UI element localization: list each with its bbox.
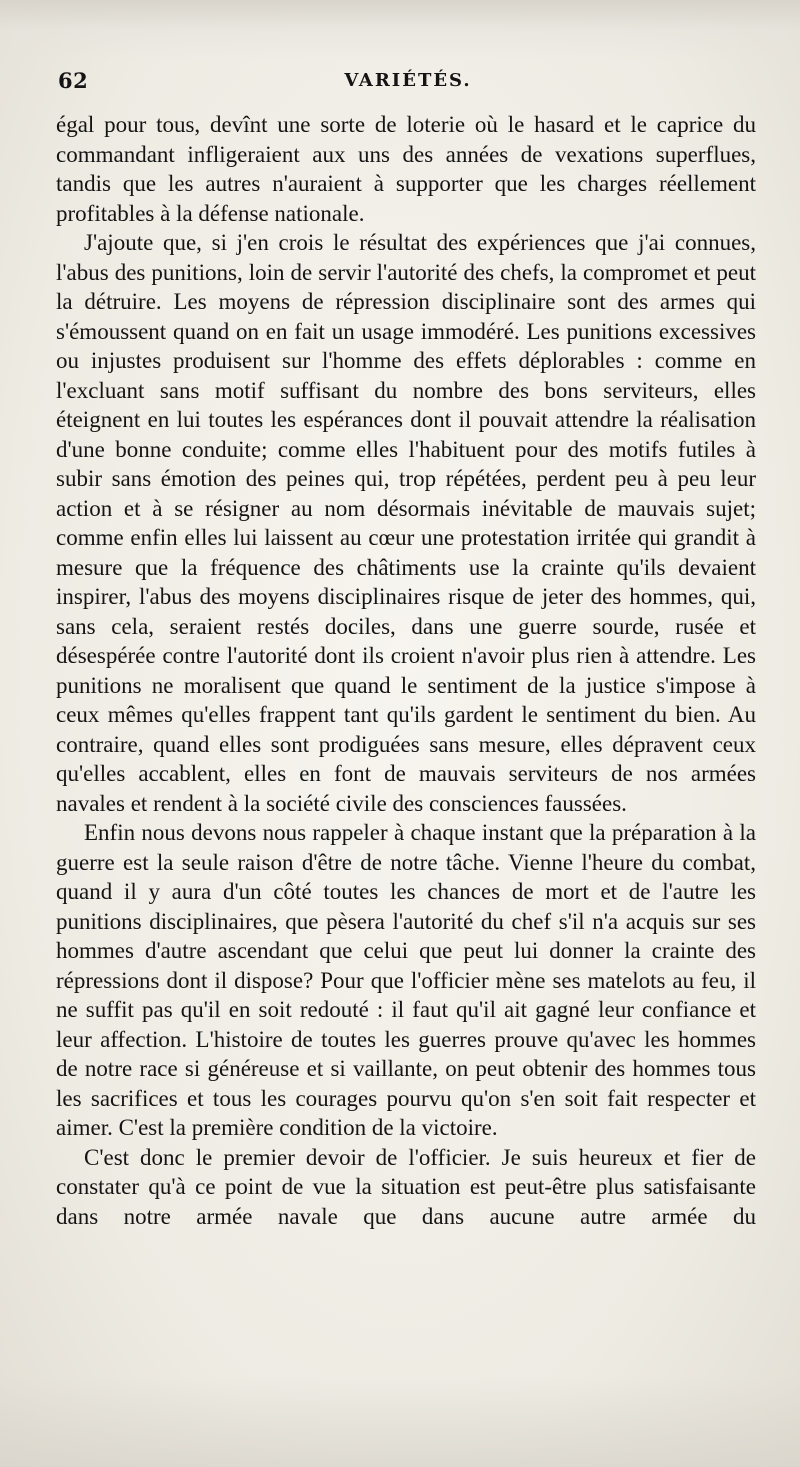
page-header [58, 62, 758, 98]
paragraph-3: Enfin nous devons nous rappeler à chaque instant que la préparation à la guerre est la seule raison d'être de notre tâche. Vienne l'heure du combat, quand il y aura d'un côté toutes les chances de mort et de l'autre les punitions disciplinaires, que pèsera l'autorité du chef s'il n'a acquis sur ses hommes d'autre ascendant que celui que peut lui donner la crainte des répressions dont il dispose? Pour que l'officier mène ses matelots au feu, il ne suffit pas qu'il en soit redouté : il faut qu'il ait gagné leur confiance et leur affection. L'histoire de toutes les guerres prouve qu'avec les hommes de notre race si généreuse et si vaillante, on peut obtenir des hommes tous les sacrifices et tous les courages pourvu qu'on s'en soit fait respecter et aimer. C'est la première condition de la victoire. [56, 820, 756, 1140]
paragraph-4: C'est donc le premier devoir de l'officier. Je suis heureux et fier de constater qu'à ce point de vue la situation est peut-être plus satisfaisante dans notre armée navale que dans aucune autre armée du [56, 1144, 756, 1229]
page-number: 62 [58, 68, 89, 93]
page-top-shadow [0, 0, 800, 60]
page-bottom-shadow [0, 1377, 800, 1467]
paragraph-2: J'ajoute que, si j'en crois le résultat des expériences que j'ai connues, l'abus des punitions, loin de servir l'autorité des chefs, la compromet et peut la détruire. Les moyens de répression disciplinaire sont des armes qui s'émoussent quand on en fait un usage immodéré. Les punitions excessives ou injustes produisent sur l'homme des effets déplorables : comme en l'excluant sans motif suffisant du nombre des bons serviteurs, elles éteignent en lui toutes les espérances dont il pouvait attendre la réalisation d'une bonne conduite; comme elles l'habituent pour des motifs futiles à subir sans émotion des peines qui, trop répétées, perdent peu à peu leur action et à se résigner au nom désormais inévitable de mauvais sujet; comme enfin elles lui laissent au cœur une protestation irritée qui grandit à mesure que la fréquence des châtiments use la crainte qu'ils devaient inspirer, l'abus des moyens disciplinaires risque de jeter des hommes, qui, sans cela, seraient restés dociles, dans une guerre sourde, rusée et désespérée contre l'autorité dont ils croient n'avoir plus rien à attendre. Les punitions ne moralisent que quand le sentiment de la justice s'impose à ceux mêmes qu'elles frappent tant qu'ils gardent le sentiment du bien. Au contraire, quand elles sont prodiguées sans mesure, elles dépravent ceux qu'elles accablent, elles en font de mauvais serviteurs de nos armées navales et rendent à la société civile des consciences faussées. [56, 230, 756, 816]
running-head: VARIÉTÉS. [344, 70, 472, 91]
body-text [56, 110, 756, 1231]
paragraph-1: égal pour tous, devînt une sorte de loterie où le hasard et le caprice du commandant infligeraient aux uns des années de vexations superflues, tandis que les autres n'auraient à supporter que les charges réellement profitables à la défense nationale. [56, 112, 756, 226]
